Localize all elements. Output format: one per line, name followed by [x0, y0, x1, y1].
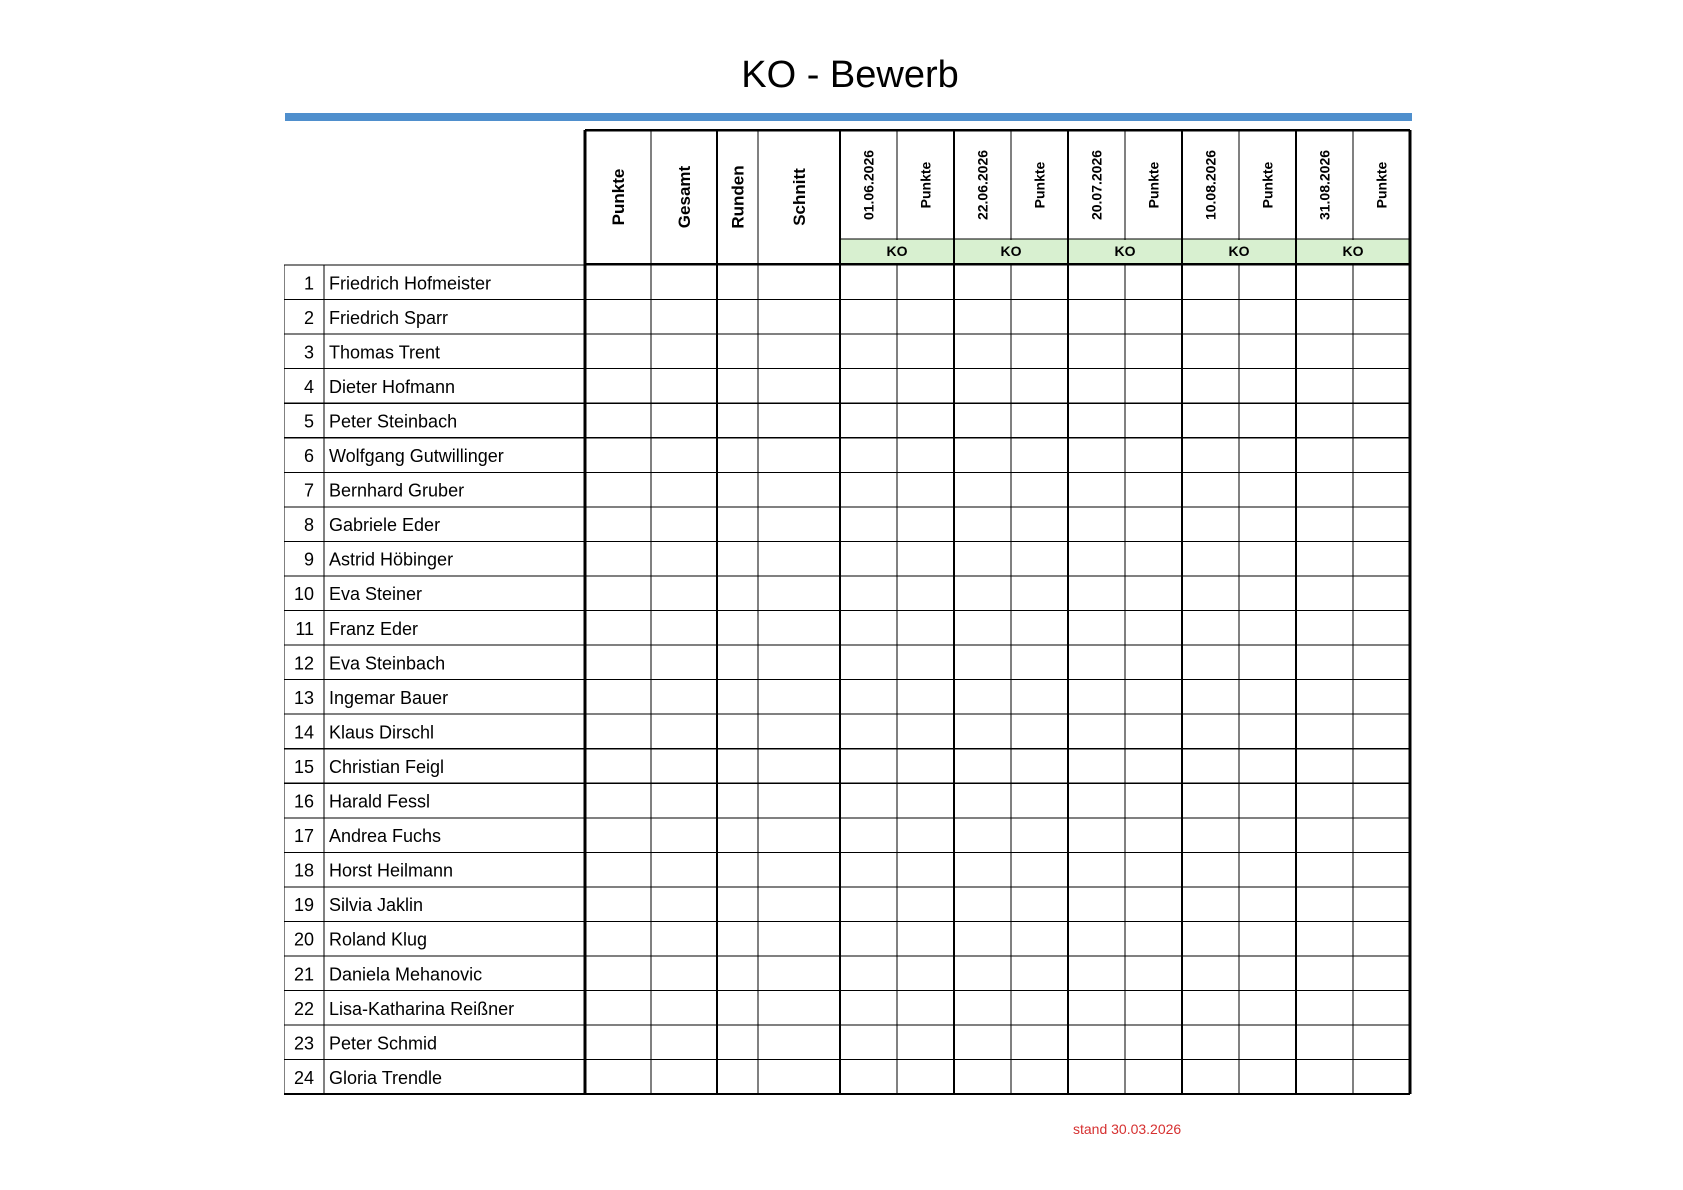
page-title: KO - Bewerb: [741, 54, 959, 96]
row-number: 22: [293, 998, 314, 1019]
row-number: 10: [293, 584, 314, 605]
row-number: 12: [293, 653, 314, 674]
participant-name: Astrid Höbinger: [329, 549, 454, 570]
row-number: 14: [293, 722, 314, 743]
stand-date-note: stand 30.03.2026: [1073, 1121, 1182, 1137]
header-schnitt: Schnitt: [790, 168, 809, 226]
header-event-date: 01.06.2026: [860, 149, 877, 221]
participant-name: Gabriele Eder: [329, 515, 441, 536]
header-event-points: Punkte: [1145, 161, 1162, 209]
participant-name: Friedrich Hofmeister: [329, 273, 492, 294]
participant-name: Bernhard Gruber: [329, 480, 465, 501]
title-underline-bar: [285, 113, 1412, 121]
header-event-date: 22.06.2026: [974, 149, 991, 221]
participant-name: Klaus Dirschl: [329, 722, 435, 743]
header-runden: Runden: [728, 165, 748, 229]
row-number: 15: [293, 756, 314, 777]
row-number: 19: [293, 895, 314, 916]
header-event-type: KO: [886, 243, 908, 259]
row-number: 3: [303, 342, 314, 363]
row-number: 17: [293, 826, 314, 847]
header-event-date: 31.08.2026: [1316, 149, 1333, 221]
row-number: 23: [293, 1033, 314, 1054]
row-number: 2: [303, 307, 314, 328]
row-number: 24: [293, 1067, 314, 1088]
participant-name: Harald Fessl: [329, 791, 431, 812]
row-number: 20: [293, 929, 314, 950]
header-event-points: Punkte: [1259, 161, 1276, 209]
row-number: 11: [295, 618, 314, 639]
row-number: 9: [303, 549, 314, 570]
row-number: 13: [293, 687, 314, 708]
participant-name: Thomas Trent: [329, 342, 441, 363]
header-event-date: 10.08.2026: [1202, 149, 1219, 221]
score-sheet-table: [284, 129, 1414, 1095]
row-number: 1: [303, 273, 314, 294]
row-number: 7: [303, 480, 314, 501]
row-number: 5: [303, 411, 314, 432]
participant-name: Eva Steiner: [329, 584, 423, 605]
participant-name: Friedrich Sparr: [329, 307, 449, 328]
row-number: 18: [293, 860, 314, 881]
row-number: 4: [303, 376, 314, 397]
participant-name: Ingemar Bauer: [329, 687, 449, 708]
row-number: 21: [293, 964, 314, 985]
participant-name: Peter Schmid: [329, 1033, 438, 1054]
participant-name: Christian Feigl: [329, 756, 445, 777]
participant-name: Lisa-Katharina Reißner: [329, 998, 515, 1019]
header-event-date: 20.07.2026: [1088, 149, 1105, 221]
header-event-points: Punkte: [1373, 161, 1390, 209]
header-event-type: KO: [1228, 243, 1250, 259]
participant-name: Dieter Hofmann: [329, 376, 456, 397]
participant-name: Daniela Mehanovic: [329, 964, 483, 985]
header-event-type: KO: [1114, 243, 1136, 259]
header-punkte: Punkte: [609, 168, 628, 226]
participant-name: Franz Eder: [329, 618, 419, 639]
participant-name: Roland Klug: [329, 929, 428, 950]
participant-name: Silvia Jaklin: [329, 895, 424, 916]
participant-name: Andrea Fuchs: [329, 826, 442, 847]
participant-name: Peter Steinbach: [329, 411, 458, 432]
participant-name: Horst Heilmann: [329, 860, 454, 881]
header-event-points: Punkte: [1031, 161, 1048, 209]
participant-name: Wolfgang Gutwillinger: [329, 446, 504, 467]
row-number: 8: [303, 515, 314, 536]
row-number: 16: [293, 791, 314, 812]
participant-name: Gloria Trendle: [329, 1067, 443, 1088]
participant-name: Eva Steinbach: [329, 653, 446, 674]
header-gesamt: Gesamt: [675, 165, 694, 229]
row-number: 6: [303, 446, 314, 467]
header-event-type: KO: [1342, 243, 1364, 259]
header-event-type: KO: [1000, 243, 1022, 259]
header-event-points: Punkte: [917, 161, 934, 209]
